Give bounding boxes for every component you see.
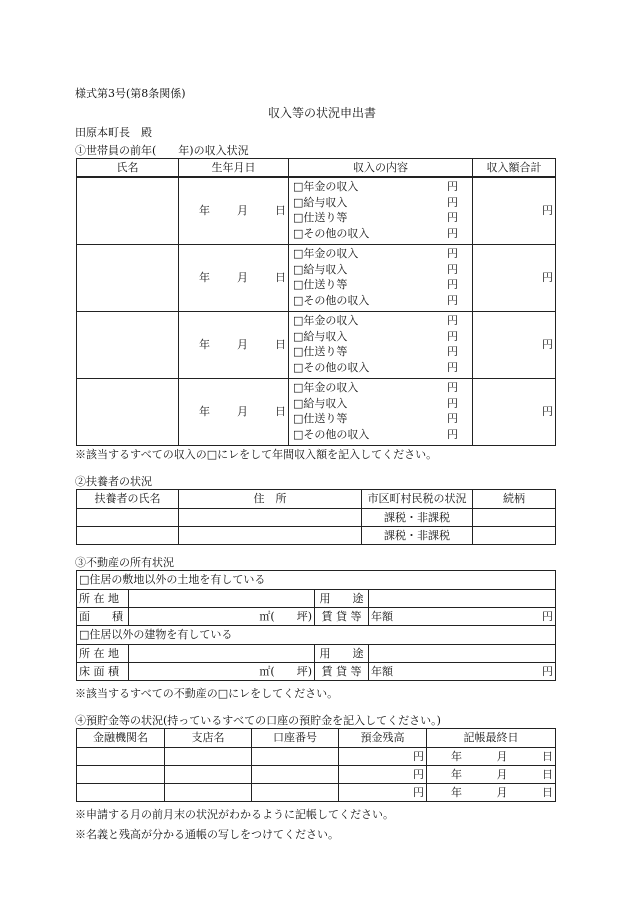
yen-unit: 円: [447, 247, 458, 260]
day-label: 日: [275, 338, 286, 351]
year-label: 年: [199, 271, 210, 284]
building-annual-field[interactable]: [369, 663, 556, 681]
land-use-label: 用 途: [315, 590, 369, 608]
yen-unit: 円: [447, 396, 458, 410]
col-header-income-total: 収入額合計: [473, 159, 556, 177]
income-table: [76, 158, 556, 177]
building-floor-area-label: 床 面 積: [77, 663, 129, 681]
income-total-cell[interactable]: [473, 312, 556, 379]
col-header-name: 氏名: [77, 159, 179, 177]
income-item-checkbox[interactable]: □その他の収入: [293, 360, 370, 374]
yen-unit: 円: [447, 360, 458, 374]
balance-cell[interactable]: [339, 766, 427, 784]
income-row: [76, 378, 556, 446]
dependent-table: [76, 489, 556, 545]
last-entry-date-cell[interactable]: [427, 766, 556, 784]
yen-unit: 円: [447, 412, 458, 425]
branch-cell[interactable]: [165, 784, 252, 802]
col-header-relationship: 続柄: [473, 490, 556, 509]
supporter-name-cell[interactable]: [77, 527, 179, 545]
yen-unit: 円: [447, 293, 458, 307]
income-item-checkbox[interactable]: □給与収入: [293, 396, 348, 410]
yen-unit: 円: [447, 427, 458, 441]
yen-unit: 円: [542, 271, 553, 284]
building-floor-area-field[interactable]: ㎡( 坪): [129, 663, 315, 681]
land-annual-field[interactable]: [369, 608, 556, 626]
relationship-cell[interactable]: [473, 509, 556, 527]
member-name-cell[interactable]: [77, 178, 179, 245]
month-label: 月: [237, 338, 248, 351]
document-title: 収入等の状況申出書: [268, 106, 377, 120]
land-location-label: 所 在 地: [77, 590, 129, 608]
section-2-heading: ②扶養者の状況: [75, 475, 152, 488]
section-4-heading: ④預貯金等の状況(持っているすべての口座の預貯金を記入してください。): [75, 714, 441, 727]
birthdate-cell[interactable]: [179, 379, 289, 446]
year-label: 年: [451, 785, 462, 799]
yen-unit: 円: [447, 278, 458, 291]
day-label: 日: [275, 204, 286, 217]
year-label: 年: [199, 405, 210, 418]
yen-unit: 円: [542, 405, 553, 418]
income-item-checkbox[interactable]: □仕送り等: [293, 412, 348, 425]
section-4-note-2: ※名義と残高が分かる通帳の写しをつけてください。: [75, 828, 339, 841]
property-table: [76, 570, 556, 681]
member-name-cell[interactable]: [77, 245, 179, 312]
income-item-checkbox[interactable]: □給与収入: [293, 262, 348, 276]
col-header-last-entry: 記帳最終日: [427, 729, 556, 748]
land-use-field[interactable]: [369, 590, 556, 608]
col-header-birthdate: 生年月日: [179, 159, 289, 177]
yen-unit: 円: [447, 262, 458, 276]
supporter-name-cell[interactable]: [77, 509, 179, 527]
form-number: 様式第3号(第8条関係): [75, 87, 186, 100]
table-row: [77, 748, 556, 766]
member-name-cell[interactable]: [77, 312, 179, 379]
income-item-checkbox[interactable]: □年金の収入: [293, 247, 359, 260]
col-header-branch: 支店名: [165, 729, 252, 748]
col-header-address: 住 所: [179, 490, 362, 509]
yen-unit: 円: [413, 785, 424, 799]
tax-status-cell[interactable]: 課税・非課税: [362, 527, 473, 545]
table-row: [77, 766, 556, 784]
yen-unit: 円: [542, 609, 554, 623]
address-cell[interactable]: [179, 527, 362, 545]
yen-unit: 円: [542, 338, 553, 351]
month-label: 月: [496, 785, 508, 799]
day-label: 日: [275, 271, 286, 284]
addressee: 田原本町長 殿: [75, 126, 152, 139]
balance-cell[interactable]: [339, 748, 427, 766]
yen-unit: 円: [542, 664, 554, 678]
section-1-heading: ①世帯員の前年( 年)の収入状況: [75, 144, 249, 157]
land-checkbox-label[interactable]: □住居の敷地以外の土地を有している: [77, 571, 556, 590]
branch-cell[interactable]: [165, 748, 252, 766]
income-item-checkbox[interactable]: □年金の収入: [293, 314, 359, 327]
income-row: [76, 311, 556, 379]
annual-label: 年額: [371, 664, 393, 678]
income-item-checkbox[interactable]: □年金の収入: [293, 381, 359, 394]
month-label: 月: [237, 271, 248, 284]
income-items-cell[interactable]: [289, 178, 473, 245]
last-entry-date-cell[interactable]: [427, 748, 556, 766]
address-cell[interactable]: [179, 509, 362, 527]
bank-cell[interactable]: [77, 784, 165, 802]
bank-cell[interactable]: [77, 766, 165, 784]
day-label: 日: [275, 405, 286, 418]
day-label: 日: [542, 749, 553, 763]
income-item-checkbox[interactable]: □その他の収入: [293, 427, 370, 441]
account-number-cell[interactable]: [252, 748, 339, 766]
building-lease-label: 賃 貸 等: [315, 663, 369, 681]
table-row: [77, 784, 556, 802]
day-label: 日: [542, 767, 553, 781]
income-item-checkbox[interactable]: □給与収入: [293, 195, 348, 209]
land-area-label: 面 積: [77, 608, 129, 626]
land-location-field[interactable]: [129, 590, 315, 608]
col-header-income-content: 収入の内容: [289, 159, 473, 177]
bank-cell[interactable]: [77, 748, 165, 766]
income-item-checkbox[interactable]: □仕送り等: [293, 211, 348, 224]
yen-unit: 円: [447, 345, 458, 358]
building-location-label: 所 在 地: [77, 645, 129, 663]
birthdate-cell[interactable]: [179, 178, 289, 245]
yen-unit: 円: [447, 195, 458, 209]
section-4-note-1: ※申請する月の前月末の状況がわかるように記帳してください。: [75, 808, 394, 821]
yen-unit: 円: [447, 180, 458, 193]
account-number-cell[interactable]: [252, 766, 339, 784]
yen-unit: 円: [413, 749, 424, 763]
income-item-checkbox[interactable]: □その他の収入: [293, 293, 370, 307]
yen-unit: 円: [447, 211, 458, 224]
income-item-checkbox[interactable]: □給与収入: [293, 329, 348, 343]
col-header-tax-status: 市区町村民税の状況: [362, 490, 473, 509]
income-total-cell[interactable]: [473, 245, 556, 312]
savings-table: [76, 728, 556, 802]
building-use-field[interactable]: [369, 645, 556, 663]
income-total-cell[interactable]: [473, 379, 556, 446]
member-name-cell[interactable]: [77, 379, 179, 446]
col-header-bank: 金融機関名: [77, 729, 165, 748]
col-header-account-number: 口座番号: [252, 729, 339, 748]
income-items-cell[interactable]: [289, 312, 473, 379]
month-label: 月: [496, 749, 508, 763]
income-item-checkbox[interactable]: □仕送り等: [293, 345, 348, 358]
month-label: 月: [237, 405, 248, 418]
income-item-checkbox[interactable]: □仕送り等: [293, 278, 348, 291]
month-label: 月: [496, 767, 508, 781]
birthdate-cell[interactable]: [179, 245, 289, 312]
land-area-field[interactable]: ㎡( 坪): [129, 608, 315, 626]
income-item-checkbox[interactable]: □その他の収入: [293, 226, 370, 240]
yen-unit: 円: [447, 314, 458, 327]
section-3-note: ※該当するすべての不動産の□にレをしてください。: [75, 687, 339, 700]
building-location-field[interactable]: [129, 645, 315, 663]
year-label: 年: [199, 204, 210, 217]
year-label: 年: [451, 767, 462, 781]
section-3-heading: ③不動産の所有状況: [75, 556, 174, 569]
birthdate-cell[interactable]: [179, 312, 289, 379]
branch-cell[interactable]: [165, 766, 252, 784]
day-label: 日: [542, 785, 553, 799]
income-items-cell[interactable]: [289, 245, 473, 312]
yen-unit: 円: [447, 226, 458, 240]
income-item-checkbox[interactable]: □年金の収入: [293, 180, 359, 193]
yen-unit: 円: [542, 204, 553, 217]
year-label: 年: [451, 749, 462, 763]
relationship-cell[interactable]: [473, 527, 556, 545]
balance-cell[interactable]: [339, 784, 427, 802]
yen-unit: 円: [447, 329, 458, 343]
col-header-balance: 預金残高: [339, 729, 427, 748]
land-lease-label: 賃 貸 等: [315, 608, 369, 626]
income-total-cell[interactable]: [473, 178, 556, 245]
year-label: 年: [199, 338, 210, 351]
account-number-cell[interactable]: [252, 784, 339, 802]
yen-unit: 円: [447, 381, 458, 394]
income-row: [76, 244, 556, 312]
table-row: [77, 509, 556, 527]
building-checkbox-label[interactable]: □住居以外の建物を有している: [77, 626, 556, 645]
section-1-note: ※該当するすべての収入の□にレをして年間収入額を記入してください。: [75, 448, 438, 461]
annual-label: 年額: [371, 609, 393, 623]
income-items-cell[interactable]: [289, 379, 473, 446]
tax-status-cell[interactable]: 課税・非課税: [362, 509, 473, 527]
building-use-label: 用 途: [315, 645, 369, 663]
yen-unit: 円: [413, 767, 424, 781]
col-header-supporter-name: 扶養者の氏名: [77, 490, 179, 509]
table-row: [77, 527, 556, 545]
month-label: 月: [237, 204, 248, 217]
last-entry-date-cell[interactable]: [427, 784, 556, 802]
income-row: [76, 177, 556, 245]
